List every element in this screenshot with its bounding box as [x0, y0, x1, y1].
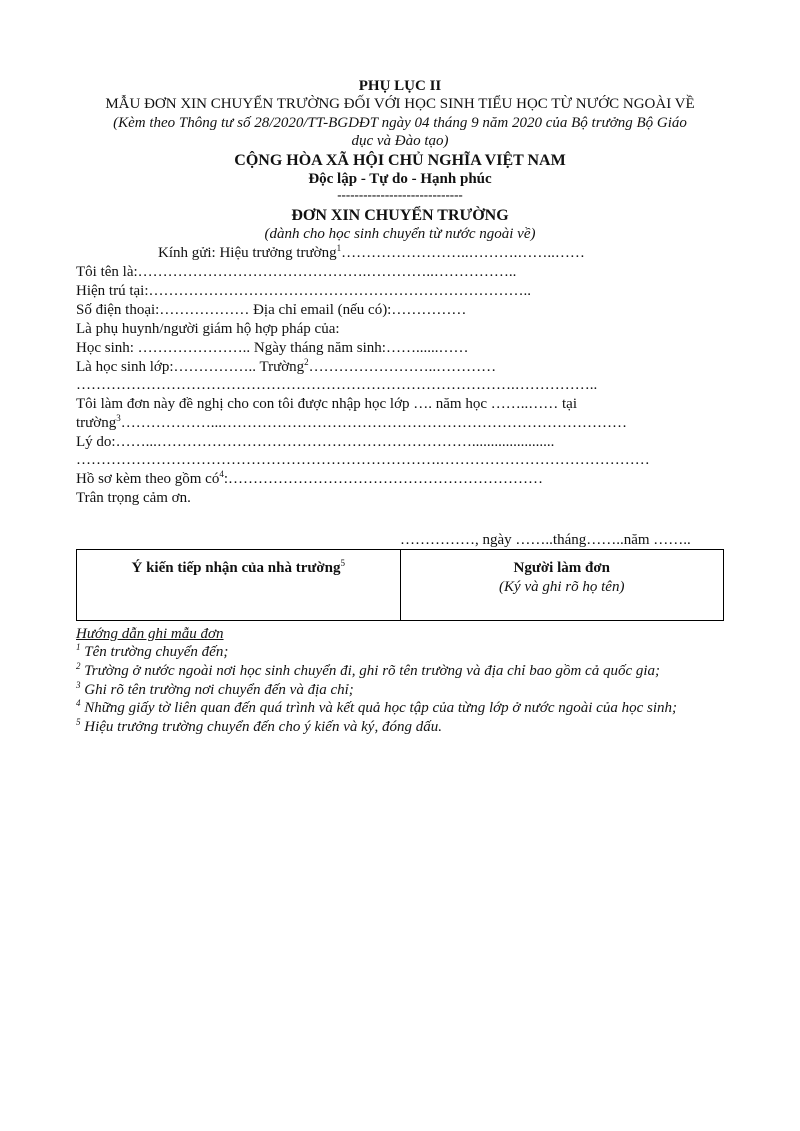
- phone-email-line: Số điện thoại:……………… Địa chỉ email (nếu có):……………: [76, 302, 467, 318]
- guide-note-text: Những giấy tờ liên quan đến quá trình và kết quả học tập của từng lớp ở nước ngoài của học sinh;: [84, 700, 677, 716]
- applicant-cell: [400, 550, 724, 620]
- documents-dots: :………………………………………………………: [223, 471, 543, 487]
- student-line: Học sinh: ………………….. Ngày tháng năm sinh:……......……: [76, 340, 469, 356]
- guide-note: [76, 682, 354, 699]
- date-line: ……………, ngày ……..tháng……..năm ……..: [400, 532, 691, 548]
- dots-line: …………………………………………………………………………….……………..: [76, 377, 598, 393]
- school-opinion-label: Ý kiến tiếp nhận của nhà trường: [131, 560, 341, 576]
- reason-line: Lý do:……...………………………………………………………......................: [76, 434, 555, 450]
- to-dots: ……………………..……….……..……: [341, 245, 585, 261]
- reference-line-1: (Kèm theo Thông tư số 28/2020/TT-BGDĐT ngày 04 tháng 9 năm 2020 của Bộ trưởng Bộ Giáo: [113, 115, 687, 131]
- guide-note-text: Tên trường chuyển đến;: [84, 644, 229, 660]
- footnote-ref-5: 5: [340, 558, 346, 568]
- guide-note: [76, 663, 660, 680]
- guide-note-number: 2: [76, 661, 81, 671]
- footnote-ref-2: 2: [304, 357, 309, 367]
- guide-note-number: 4: [76, 698, 81, 708]
- header-separator: -----------------------------: [337, 187, 463, 202]
- school-opinion-cell: [77, 550, 400, 620]
- to-label: Kính gửi: Hiệu trưởng trường: [158, 245, 337, 261]
- school-line: [76, 415, 627, 432]
- guide-note-number: 1: [76, 642, 81, 652]
- residence-line: Hiện trú tại:…………………………………………………………………..: [76, 283, 531, 299]
- thanks-line: Trân trọng cảm ơn.: [76, 490, 191, 506]
- guide-note-text: Trường ở nước ngoài nơi học sinh chuyển đi, ghi rõ tên trường và địa chỉ bao gồm cả quốc gia;: [84, 663, 661, 679]
- signature-table: [76, 549, 724, 621]
- document-subtitle: (dành cho học sinh chuyển từ nước ngoài về): [264, 226, 536, 242]
- country-name: CỘNG HÒA XÃ HỘI CHỦ NGHĨA VIỆT NAM: [234, 152, 566, 169]
- document-title: ĐƠN XIN CHUYỂN TRƯỜNG: [291, 207, 509, 224]
- motto: Độc lập - Tự do - Hạnh phúc: [308, 171, 492, 187]
- guide-note: [76, 644, 228, 661]
- guide-note-text: Hiệu trưởng trường chuyển đến cho ý kiến và ký, đóng dấu.: [84, 719, 442, 735]
- form-title: MẪU ĐƠN XIN CHUYỂN TRƯỜNG ĐỐI VỚI HỌC SINH TIỂU HỌC TỪ NƯỚC NGOÀI VỀ: [105, 96, 695, 112]
- guide-note-number: 5: [76, 717, 81, 727]
- guide-note-text: Ghi rõ tên trường nơi chuyển đến và địa chỉ;: [84, 682, 354, 698]
- reason-dots-line: ……………………………………………………………….……………………………………: [76, 452, 650, 468]
- appendix-title: PHỤ LỤC II: [358, 78, 442, 94]
- footnote-ref-4: 4: [219, 469, 224, 479]
- request-line: Tôi làm đơn này đề nghị cho con tôi được nhập học lớp …. năm học ……..…… tại: [76, 396, 577, 412]
- guide-title: Hướng dẫn ghi mẫu đơn: [76, 626, 224, 642]
- guide-note: [76, 700, 677, 717]
- guide-note: [76, 719, 442, 736]
- documents-label: Hồ sơ kèm theo gồm có: [76, 471, 220, 487]
- class-label: Là học sinh lớp:…………….. Trường: [76, 359, 305, 375]
- applicant-note: (Ký và ghi rõ họ tên): [499, 579, 625, 595]
- class-dots: ……………………..…………: [308, 359, 497, 375]
- to-line: [158, 245, 585, 262]
- class-line: [76, 359, 496, 376]
- school-dots: ………………...………………………………………………………………………: [120, 415, 627, 431]
- guardian-line: Là phụ huynh/người giám hộ hợp pháp của:: [76, 321, 340, 337]
- footnote-ref-1: 1: [336, 243, 342, 253]
- name-line: Tôi tên là:……………………………………….…………..……………..: [76, 264, 517, 280]
- guide-note-number: 3: [76, 680, 81, 690]
- applicant-label: Người làm đơn: [513, 560, 610, 576]
- school-label: trường: [76, 415, 117, 431]
- footnote-ref-3: 3: [116, 413, 121, 423]
- reference-line-2: dục và Đào tạo): [351, 133, 449, 149]
- documents-line: [76, 471, 543, 488]
